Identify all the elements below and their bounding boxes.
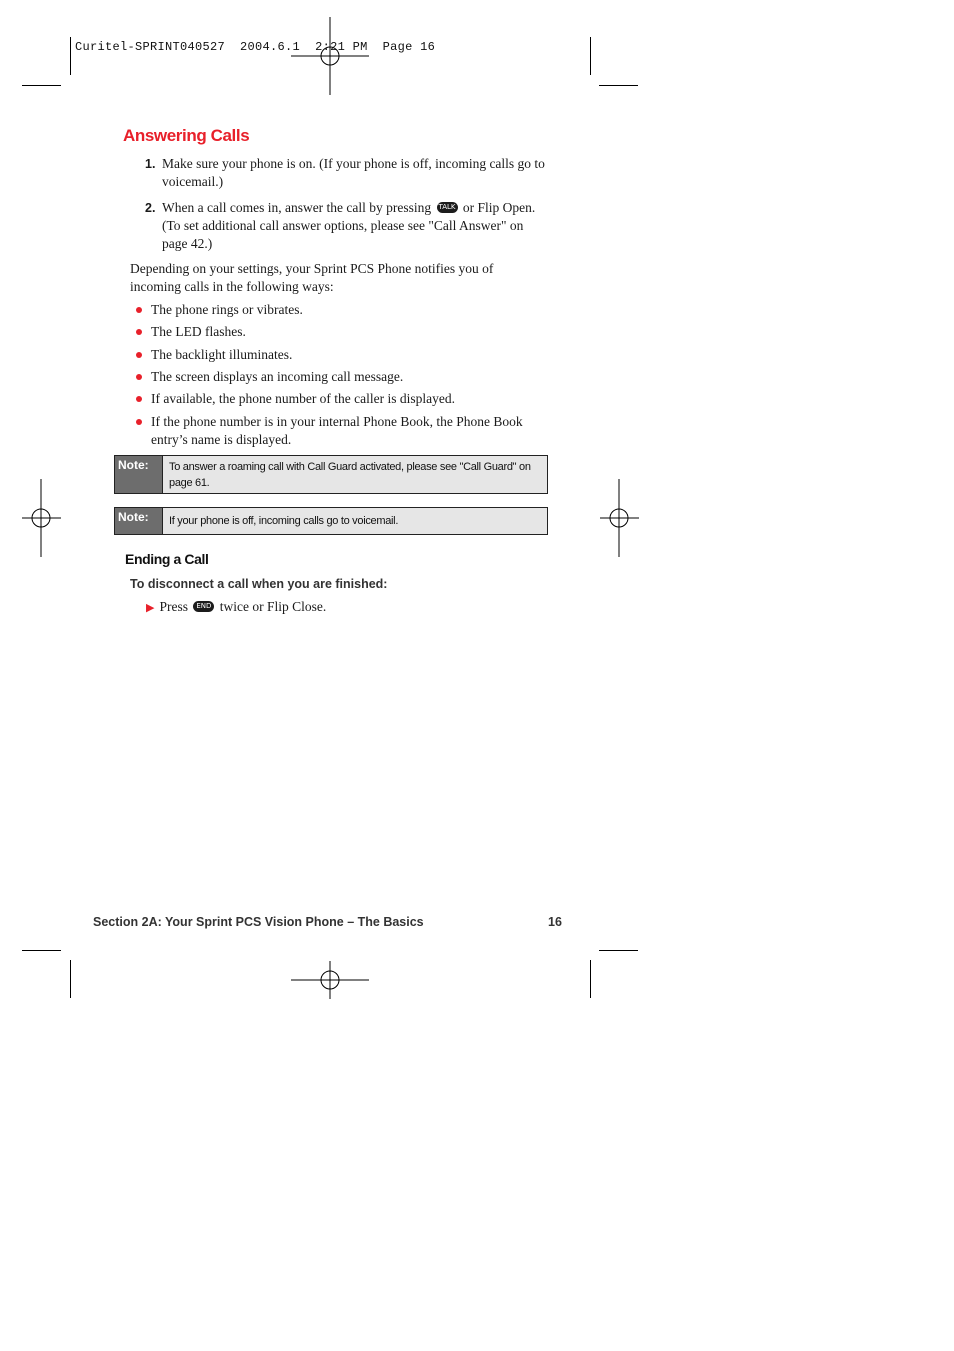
bullet-dot-icon [136, 419, 142, 425]
crop-mark [22, 85, 61, 86]
section-title-answering-calls: Answering Calls [123, 126, 250, 145]
talk-key-icon: TALK [438, 203, 456, 211]
step-text-before: Press [159, 599, 188, 614]
list-item-text: If the phone number is in your internal Phone Book, the Phone Book entry’s name is displayed. [151, 414, 523, 447]
bullet-dot-icon [136, 352, 142, 358]
step-number: 2. [145, 201, 156, 215]
registration-mark-right [580, 479, 658, 557]
procedure-step [146, 598, 326, 617]
crop-mark [599, 950, 638, 951]
step-text-after: twice or Flip Close. [219, 599, 327, 614]
list-item-text: The screen displays an incoming call message. [151, 369, 404, 384]
note-label: Note: [115, 508, 163, 534]
list-item-text: The LED flashes. [151, 324, 246, 339]
registration-mark-bottom [291, 941, 369, 1019]
crop-mark [599, 85, 638, 86]
crop-mark [590, 37, 591, 75]
printer-slug [75, 40, 435, 54]
note-label: Note: [115, 456, 163, 493]
bullet-dot-icon [136, 307, 142, 313]
note-box-voicemail [114, 507, 548, 535]
step-text: Make sure your phone is on. (If your phone is off, incoming calls go to voicemail.) [162, 156, 545, 189]
slug-date: 2004.6.1 [240, 40, 301, 54]
step-text-before: When a call comes in, answer the call by pressing [162, 200, 432, 215]
crop-mark [70, 37, 71, 75]
crop-mark [590, 960, 591, 998]
section-title-ending-a-call: Ending a Call [125, 551, 209, 567]
note-box-roaming [114, 455, 548, 494]
crop-mark [70, 960, 71, 998]
end-key-icon: END [193, 601, 214, 612]
bullet-dot-icon [136, 374, 142, 380]
registration-mark-left [2, 479, 80, 557]
step-text-after: or Flip Open. (To set additional call answer options, please see "Call Answer" on page 42.) [162, 200, 536, 251]
bullet-dot-icon [136, 329, 142, 335]
step-number: 1. [145, 157, 156, 171]
registration-mark-top [291, 17, 369, 95]
footer-section-label: Section 2A: Your Sprint PCS Vision Phone – The Basics [93, 915, 424, 929]
bullet-dot-icon [136, 396, 142, 402]
slug-page: Page 16 [382, 40, 436, 54]
crop-mark [22, 950, 61, 951]
slug-name: Curitel-SPRINT040527 [75, 40, 226, 54]
note-text: To answer a roaming call with Call Guard activated, please see "Call Guard" on page 61. [169, 461, 531, 489]
list-item-text: The phone rings or vibrates. [151, 302, 303, 317]
procedure-heading: To disconnect a call when you are finished: [130, 577, 388, 591]
footer-page-number: 16 [548, 915, 562, 929]
list-item-text: If available, the phone number of the caller is displayed. [151, 391, 456, 406]
intro-paragraph: Depending on your settings, your Sprint PCS Phone notifies you of incoming calls in the following ways: [130, 261, 494, 294]
list-item-text: The backlight illuminates. [151, 347, 293, 362]
note-text: If your phone is off, incoming calls go to voicemail. [169, 515, 399, 527]
arrow-bullet-icon: ▶ [146, 601, 155, 614]
slug-time: 2:21 PM [315, 40, 368, 54]
step-text [162, 199, 550, 253]
